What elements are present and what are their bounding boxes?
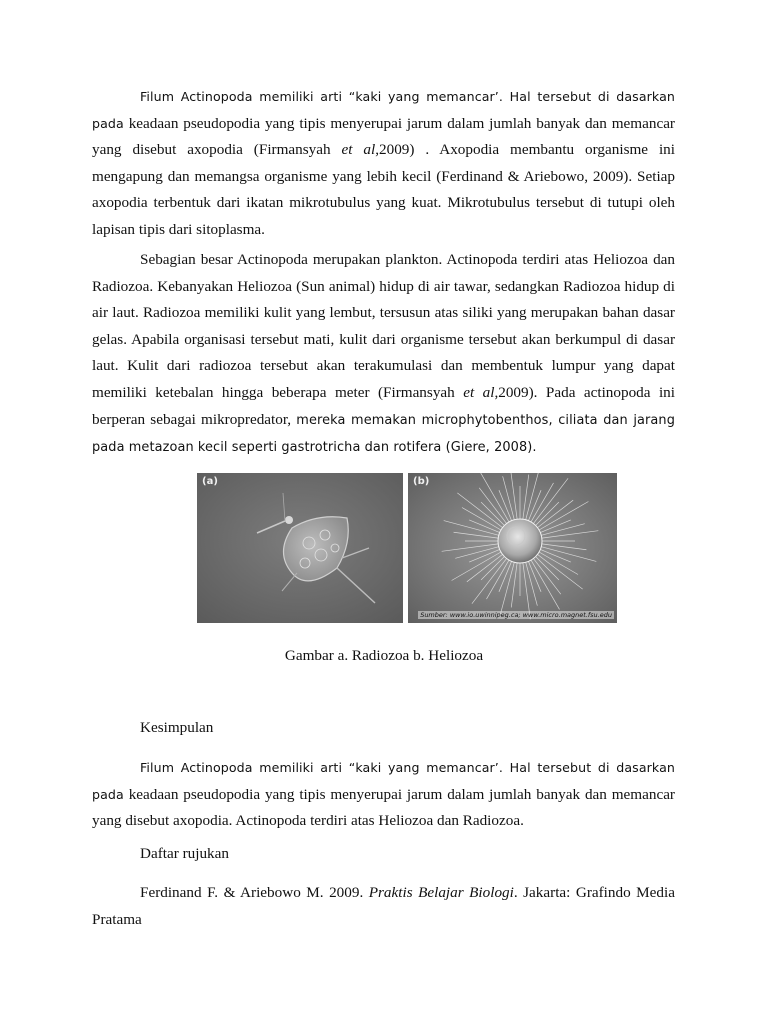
reference-entry <box>92 880 675 933</box>
et-al-citation: et al <box>463 383 495 401</box>
paragraph-text: keadaan pseudopodia yang tipis menyerupai jarum dalam jumlah banyak dan memancar yang disebut axopodia. Actinopoda terdiri atas Heliozoa dan Radiozoa. <box>92 785 675 830</box>
paragraph-text: Sebagian besar Actinopoda merupakan plankton. Actinopoda terdiri atas Heliozoa dan Radiozoa. Kebanyakan Heliozoa (Sun animal) hidup di air tawar, sedangkan Radiozoa hidup di air laut. Radiozoa memiliki kulit yang lembut, tersusun atas siliki yang merupakan bahan dasar gelas. Apabila organisasi tersebut mati, kulit dari organisme tersebut akan berkumpul di dasar laut. Kulit dari radiozoa tersebut akan terakumulasi dan membentuk lumpur yang dapat memiliki ketebalan hingga beberapa meter (Firmansyah <box>92 251 675 401</box>
radiozoa-image <box>197 473 403 623</box>
paragraph-lead-text: Filum Actinopoda memiliki arti “kaki yang memancar’. Hal tersebut di dasarkan pada <box>92 760 675 802</box>
paragraph-text: keadaan pseudopodia yang tipis menyerupai jarum dalam jumlah banyak dan memancar yang disebut axopodia (Firmansyah <box>92 114 675 159</box>
image-source-credit: Sumber: www.io.uwinnipeg.ca; www.micro.magnet.fsu.edu <box>420 611 612 619</box>
reference-publisher: . Jakarta: Grafindo Media Pratama <box>92 884 675 928</box>
heliozoa-micrograph <box>408 473 617 623</box>
paragraph-tail-text: mereka memakan microphytobenthos, ciliata dan jarang pada metazoan kecil seperti gastrotricha dan rotifera (Giere, 2008). <box>92 412 675 456</box>
paragraph-text: ,2009). Pada actinopoda ini berperan sebagai mikropredator, <box>92 383 675 428</box>
et-al-citation: et al <box>341 141 376 159</box>
paragraph-lead-text: Filum Actinopoda memiliki arti “kaki yang memancar’. Hal tersebut di dasarkan pada <box>92 89 675 131</box>
paragraph-conclusion <box>92 755 675 835</box>
heading-kesimpulan: Kesimpulan <box>140 719 214 736</box>
paragraph-actinopoda-plankton <box>92 247 675 462</box>
figure-caption: Gambar a. Radiozoa b. Heliozoa <box>284 647 484 664</box>
reference-title: Praktis Belajar Biologi <box>368 884 514 901</box>
heliozoa-image <box>408 473 617 623</box>
panel-label-a: (a) <box>202 476 218 487</box>
figure-radiozoa-heliozoa <box>197 473 617 625</box>
panel-label-b: (b) <box>413 476 430 487</box>
radiozoa-micrograph <box>197 473 403 623</box>
heading-daftar-rujukan: Daftar rujukan <box>140 845 229 862</box>
paragraph-actinopoda-definition <box>92 84 675 244</box>
reference-authors: Ferdinand F. & Ariebowo M. 2009. <box>140 884 369 901</box>
paragraph-text: ,2009) . Axopodia membantu organisme ini mengapung dan memangsa organisme yang lebih kecil (Ferdinand & Ariebowo, 2009). Setiap axopodia terbentuk dari ikatan mikrotubulus yang kuat. Mikrotubulus tersebut di tutupi oleh lapisan tipis dari sitoplasma. <box>92 141 675 238</box>
